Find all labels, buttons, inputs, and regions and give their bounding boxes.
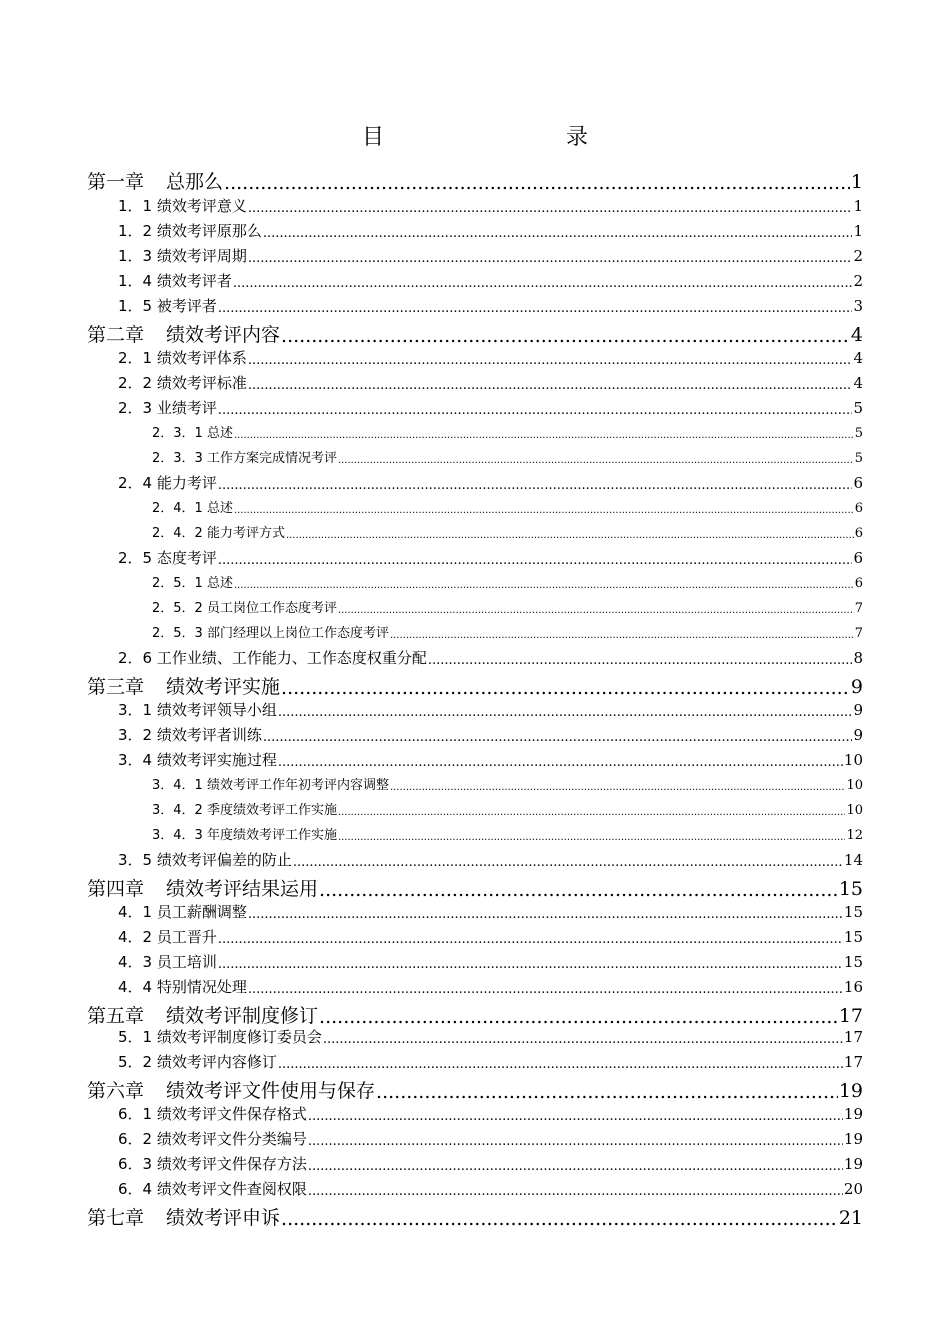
toc-entry-label: 3．1 绩效考评领导小组: [118, 701, 277, 719]
chapter-title: 绩效考评文件使用与保存: [166, 1080, 376, 1102]
dot-leader: [218, 553, 853, 568]
toc-entry-label: 2．5．3 部门经理以上岗位工作态度考评: [152, 626, 389, 641]
toc-section-entry[interactable]: [118, 245, 863, 266]
page-number: 9: [853, 726, 863, 744]
toc-entry-label: 2．3 业绩考评: [118, 399, 217, 417]
toc-subsection-entry[interactable]: [152, 422, 863, 441]
toc-section-entry[interactable]: [118, 951, 863, 972]
toc-entry-label: 6．3 绩效考评文件保存方法: [118, 1155, 307, 1173]
page-number: 5: [854, 426, 863, 441]
toc-entry-label: 2．5．2 员工岗位工作态度考评: [152, 601, 337, 616]
toc-section-entry[interactable]: [118, 699, 863, 720]
page-number: 6: [854, 576, 863, 591]
toc-entry-label: 4．1 员工薪酬调整: [118, 903, 247, 921]
toc-entry-label: 1．5 被考评者: [118, 297, 217, 315]
toc-entry-label: 6．4 绩效考评文件查阅权限: [118, 1180, 307, 1198]
toc-section-entry[interactable]: [118, 1103, 863, 1124]
toc-entry-label: 5．1 绩效考评制度修订委员会: [118, 1028, 322, 1046]
page-number: 3: [853, 297, 863, 315]
toc-entry-label: 6．1 绩效考评文件保存格式: [118, 1105, 307, 1123]
dot-leader: [319, 879, 838, 901]
dot-leader: [218, 403, 853, 418]
toc-subsection-entry[interactable]: [152, 774, 863, 793]
toc-subsection-entry[interactable]: [152, 799, 863, 818]
chapter-number: 第七章: [87, 1207, 145, 1229]
page-number: 15: [843, 903, 863, 921]
toc-entry-label: 2．3．1 总述: [152, 426, 233, 441]
toc-section-entry[interactable]: [118, 901, 863, 922]
toc-section-entry[interactable]: [118, 547, 863, 568]
toc-entry-label: 3．4．2 季度绩效考评工作实施: [152, 803, 337, 818]
dot-leader: [428, 653, 853, 668]
page-number: 17: [843, 1053, 863, 1071]
toc-entry-label: 6．2 绩效考评文件分类编号: [118, 1130, 307, 1148]
dot-leader: [263, 226, 853, 241]
dot-leader: [234, 430, 854, 441]
chapter-title: 绩效考评内容: [166, 324, 281, 346]
dot-leader: [390, 630, 854, 641]
page-number: 6: [853, 474, 863, 492]
page-number: 4: [853, 374, 863, 392]
chapter-title: 绩效考评申诉: [166, 1207, 281, 1229]
toc-entry-label: 2．6 工作业绩、工作能力、工作态度权重分配: [118, 649, 427, 667]
toc-entry-label: 4．2 员工晋升: [118, 928, 217, 946]
dot-leader: [278, 755, 843, 770]
dot-leader: [338, 605, 854, 616]
page-number: 9: [853, 701, 863, 719]
page-number: 17: [843, 1028, 863, 1046]
dot-leader: [234, 505, 854, 516]
chapter-number: 第五章: [87, 1005, 145, 1027]
toc-section-entry[interactable]: [118, 347, 863, 368]
toc-entry-label: [87, 1001, 318, 1028]
toc-section-entry[interactable]: [118, 295, 863, 316]
dot-leader: [323, 1032, 843, 1047]
toc-entry-label: 3．5 绩效考评偏差的防止: [118, 851, 292, 869]
dot-leader: [281, 677, 850, 699]
toc-section-entry[interactable]: [118, 220, 863, 241]
toc-subsection-entry[interactable]: [152, 597, 863, 616]
page-number: 14: [843, 851, 863, 869]
dot-leader: [248, 251, 853, 266]
toc-section-entry[interactable]: [118, 397, 863, 418]
page-number: 19: [843, 1155, 863, 1173]
toc-entry-label: 2．2 绩效考评标准: [118, 374, 247, 392]
toc-subsection-entry[interactable]: [152, 622, 863, 641]
toc-entry-label: 1．4 绩效考评者: [118, 272, 232, 290]
toc-chapter-entry[interactable]: [87, 672, 863, 699]
toc-section-entry[interactable]: [118, 647, 863, 668]
dot-leader: [248, 201, 853, 216]
page-number: 1: [853, 197, 863, 215]
toc-entry-label: 3．4．1 绩效考评工作年初考评内容调整: [152, 778, 389, 793]
page-number: 7: [854, 601, 863, 616]
dot-leader: [248, 353, 853, 368]
dot-leader: [281, 1208, 838, 1230]
toc-entry-label: [87, 1076, 375, 1103]
page-number: 21: [838, 1207, 863, 1229]
dot-leader: [233, 276, 853, 291]
toc-entry-label: [87, 1203, 280, 1230]
dot-leader: [308, 1159, 843, 1174]
toc-section-entry[interactable]: [118, 372, 863, 393]
chapter-number: 第一章: [87, 171, 145, 193]
page-number: 12: [846, 828, 863, 843]
toc-section-entry[interactable]: [118, 195, 863, 216]
toc-title: 目 录: [361, 125, 634, 150]
chapter-number: 第三章: [87, 676, 145, 698]
toc-entry-label: [87, 167, 223, 194]
dot-leader: [224, 172, 850, 194]
chapter-title: 绩效考评制度修订: [166, 1005, 319, 1027]
toc-chapter-entry[interactable]: [87, 320, 863, 347]
toc-section-entry[interactable]: [118, 472, 863, 493]
dot-leader: [234, 580, 854, 591]
chapter-title: 绩效考评实施: [166, 676, 281, 698]
page-number: 10: [846, 778, 863, 793]
dot-leader: [248, 907, 843, 922]
toc-entry-label: 4．3 员工培训: [118, 953, 217, 971]
page-number: 20: [843, 1180, 863, 1198]
page-number: 15: [843, 928, 863, 946]
toc-section-entry[interactable]: [118, 1128, 863, 1149]
chapter-number: 第四章: [87, 878, 145, 900]
toc-chapter-entry[interactable]: [87, 1001, 863, 1028]
toc-subsection-entry[interactable]: [152, 497, 863, 516]
toc-entry-label: [87, 874, 318, 901]
toc-entry-label: 2．3．3 工作方案完成情况考评: [152, 451, 337, 466]
toc-section-entry[interactable]: [118, 724, 863, 745]
toc-subsection-entry[interactable]: [152, 447, 863, 466]
page-number: 5: [853, 399, 863, 417]
page-number: 4: [853, 349, 863, 367]
toc-entry-label: 4．4 特别情况处理: [118, 978, 247, 996]
toc-entry-label: 1．2 绩效考评原那么: [118, 222, 262, 240]
chapter-title: 绩效考评结果运用: [166, 878, 319, 900]
toc-entry-label: 2．4．2 能力考评方式: [152, 526, 285, 541]
toc-entry-label: [87, 672, 280, 699]
toc-chapter-entry[interactable]: [87, 1203, 863, 1230]
page-number: 1: [853, 222, 863, 240]
page-number: 4: [850, 324, 863, 346]
toc-section-entry[interactable]: [118, 926, 863, 947]
dot-leader: [308, 1184, 843, 1199]
page-number: 10: [846, 803, 863, 818]
dot-leader: [286, 530, 854, 541]
dot-leader: [278, 1057, 843, 1072]
toc-entry-label: 2．1 绩效考评体系: [118, 349, 247, 367]
page-number: 10: [843, 751, 863, 769]
dot-leader: [248, 982, 843, 997]
dot-leader: [218, 957, 843, 972]
page-number: 15: [843, 953, 863, 971]
dot-leader: [319, 1006, 838, 1028]
toc-entry-label: 2．4．1 总述: [152, 501, 233, 516]
toc-entry-label: 2．5．1 总述: [152, 576, 233, 591]
toc-subsection-entry[interactable]: [152, 572, 863, 591]
dot-leader: [338, 832, 846, 843]
toc-entry-label: 3．4 绩效考评实施过程: [118, 751, 277, 769]
dot-leader: [218, 301, 853, 316]
toc-entry-label: 1．3 绩效考评周期: [118, 247, 247, 265]
dot-leader: [390, 782, 846, 793]
toc-section-entry[interactable]: [118, 1153, 863, 1174]
dot-leader: [338, 455, 854, 466]
page-number: 6: [854, 526, 863, 541]
toc-section-entry[interactable]: [118, 749, 863, 770]
toc-entry-label: 3．4．3 年度绩效考评工作实施: [152, 828, 337, 843]
dot-leader: [218, 478, 853, 493]
chapter-title: 总那么: [166, 171, 224, 193]
dot-leader: [308, 1134, 843, 1149]
page-number: 15: [838, 878, 863, 900]
toc-entry-label: 5．2 绩效考评内容修订: [118, 1053, 277, 1071]
dot-leader: [376, 1081, 838, 1103]
toc-section-entry[interactable]: [118, 1026, 863, 1047]
toc-section-entry[interactable]: [118, 976, 863, 997]
toc-section-entry[interactable]: [118, 1051, 863, 1072]
page-number: 19: [843, 1130, 863, 1148]
dot-leader: [281, 325, 850, 347]
toc-section-entry[interactable]: [118, 1178, 863, 1199]
chapter-number: 第六章: [87, 1080, 145, 1102]
page-number: 6: [854, 501, 863, 516]
page-number: 8: [853, 649, 863, 667]
page-number: 19: [843, 1105, 863, 1123]
page-number: 16: [843, 978, 863, 996]
toc-chapter-entry[interactable]: [87, 167, 863, 194]
page-number: 2: [853, 272, 863, 290]
toc-subsection-entry[interactable]: [152, 522, 863, 541]
toc-chapter-entry[interactable]: [87, 1076, 863, 1103]
dot-leader: [278, 705, 853, 720]
toc-section-entry[interactable]: [118, 270, 863, 291]
page-number: 1: [850, 171, 863, 193]
chapter-number: 第二章: [87, 324, 145, 346]
toc-entry-label: 2．5 态度考评: [118, 549, 217, 567]
toc-chapter-entry[interactable]: [87, 874, 863, 901]
dot-leader: [308, 1109, 843, 1124]
page-number: 2: [853, 247, 863, 265]
page-number: 7: [854, 626, 863, 641]
page-number: 17: [838, 1005, 863, 1027]
dot-leader: [338, 807, 846, 818]
toc-entry-label: 2．4 能力考评: [118, 474, 217, 492]
page-number: 19: [838, 1080, 863, 1102]
dot-leader: [218, 932, 843, 947]
toc-entry-label: 3．2 绩效考评者训练: [118, 726, 262, 744]
page-number: 6: [853, 549, 863, 567]
toc-subsection-entry[interactable]: [152, 824, 863, 843]
toc-entry-label: [87, 320, 280, 347]
dot-leader: [263, 730, 853, 745]
page-number: 9: [850, 676, 863, 698]
dot-leader: [293, 855, 843, 870]
toc-entry-label: 1．1 绩效考评意义: [118, 197, 247, 215]
toc-section-entry[interactable]: [118, 849, 863, 870]
page-number: 5: [854, 451, 863, 466]
dot-leader: [248, 378, 853, 393]
